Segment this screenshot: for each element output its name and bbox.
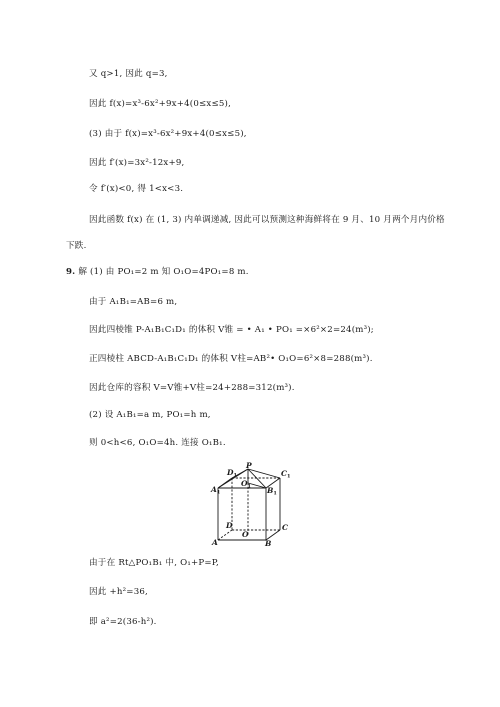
text-line-9: 因此四棱锥 P-A₁B₁C₁D₁ 的体积 V锥 = • A₁ • PO₁ =×6²×2=24(m³); — [89, 325, 374, 335]
text-line-2: 因此 f(x)=x³-6x²+9x+4(0≤x≤5), — [89, 99, 232, 109]
text-line-8: 由于 A₁B₁=AB=6 m, — [89, 297, 178, 307]
text-line-14: 由于在 Rt△PO₁B₁ 中, O₁+P=P, — [89, 558, 219, 568]
label-O: O — [242, 530, 249, 539]
text-line-4: 因此 f′(x)=3x²-12x+9, — [89, 158, 185, 168]
text-line-6b: 下跌. — [66, 241, 87, 251]
text-line-11: 因此仓库的容积 V=V锥+V柱=24+288=312(m³). — [89, 383, 295, 393]
label-A: A — [212, 538, 218, 547]
text-line-5: 令 f′(x)<0, 得 1<x<3. — [89, 184, 184, 194]
text-line-7: 解 (1) 由 PO₁=2 m 知 O₁O=4PO₁=8 m. — [78, 267, 249, 277]
label-O1: $O_1$ — [241, 479, 252, 490]
label-D1: $D_1$ — [227, 468, 237, 479]
text-line-13: 则 0<h<6, O₁O=4h. 连接 O₁B₁. — [89, 438, 226, 448]
label-P: P — [246, 461, 252, 470]
edge-A1D1 — [218, 478, 232, 488]
text-line-3: (3) 由于 f(x)=x³-6x²+9x+4(0≤x≤5), — [89, 129, 247, 139]
text-line-6a: 因此函数 f(x) 在 (1, 3) 内单调递减, 因此可以预测这种海鲜将在 9 月、10 月两个月内价格 — [89, 215, 445, 225]
label-B1: $B_1$ — [267, 486, 277, 497]
edge-AD — [218, 530, 232, 540]
prism-pyramid-figure — [210, 461, 300, 548]
label-B: B — [265, 539, 272, 548]
text-line-10: 正四棱柱 ABCD-A₁B₁C₁D₁ 的体积 V柱=AB²• O₁O=6²×8=288(m³). — [89, 354, 373, 364]
text-line-1: 又 q>1, 因此 q=3, — [89, 69, 168, 79]
text-line-16: 即 a²=2(36-h²). — [89, 617, 157, 627]
question-number: 9. — [66, 267, 76, 277]
label-C: C — [282, 523, 288, 532]
question-9 — [66, 266, 249, 278]
label-A1: $A_1$ — [211, 485, 221, 496]
label-C1: $C_1$ — [281, 469, 291, 480]
label-D: D — [226, 521, 233, 530]
text-line-12: (2) 设 A₁B₁=a m, PO₁=h m, — [89, 410, 211, 420]
text-line-15: 因此 +h²=36, — [89, 587, 148, 597]
